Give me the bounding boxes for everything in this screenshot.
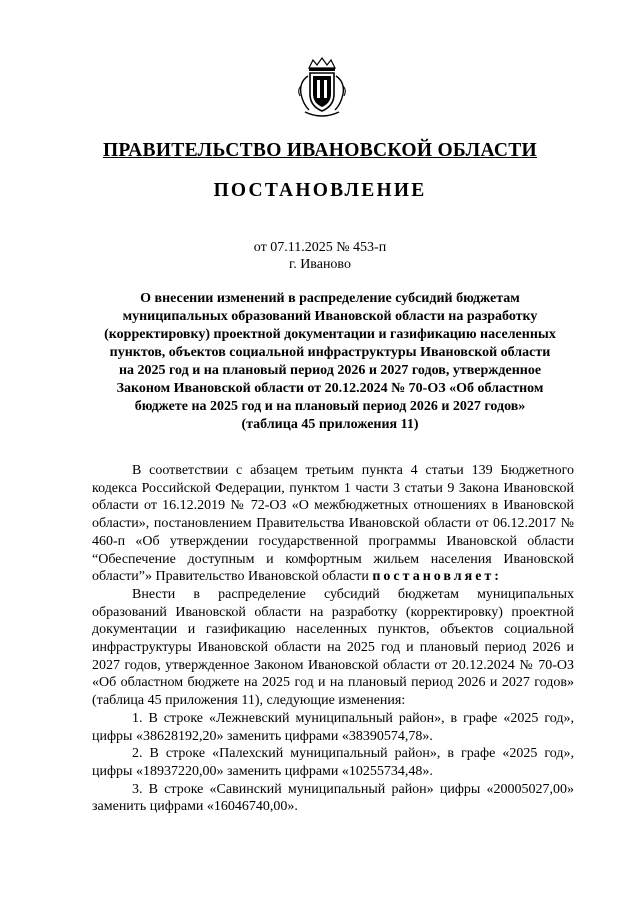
preamble-paragraph — [92, 462, 574, 586]
date-number: от 07.11.2025 № 453-п — [253, 240, 387, 255]
heading-line: бюджете на 2025 год и на плановый период 2026 и 2027 годов» — [134, 399, 526, 414]
heading-line: Законом Ивановской области от 20.12.2024 № 70-ОЗ «Об областном — [116, 381, 544, 396]
coat-of-arms-icon — [295, 56, 349, 120]
document-body — [92, 462, 574, 816]
government-title: ПРАВИТЕЛЬСТВО ИВАНОВСКОЙ ОБЛАСТИ — [102, 140, 538, 161]
decision-paragraph: Внести в распределение субсидий бюджетам муниципальных образований Ивановской области на разработку (корректировку) проектной документации и газификацию населенных пунктов, объектов социальной инфраструктуры Ивановской области на 2025 год и плановый период 2026 и 2027 годов, утвержденное Законом Ивановской области от 20.12.2024 № 70-ОЗ «Об областном бюджете на 2025 год и на плановый период 2026 и 2027 годов» (таблица 45 приложения 11), следующие изменения: — [92, 586, 574, 709]
heading-line: муниципальных образований Ивановской области на разработку — [122, 309, 538, 324]
change-item-3: 3. В строке «Савинский муниципальный район» цифры «20005027,00» заменить цифрами «16046740,00». — [92, 781, 574, 815]
heading-line: (таблица 45 приложения 11) — [241, 417, 419, 432]
preamble-text: В соответствии с абзацем третьим пункта 4 статьи 139 Бюджетного кодекса Российской Федерации, пунктом 1 части 3 статьи 9 Закона Ивановской области от 16.12.2019 № 72-ОЗ «О межбюджетных отношениях в Ивановской области», постановлением Правительства Ивановской области от 06.12.2017 № 460-п «Об утверждении государственной программы Ивановской области “Обеспечение доступным и комфортным жильем населения Ивановской области”» Правительство Ивановской области — [92, 463, 574, 585]
heading-line: на 2025 год и на плановый период 2026 и 2027 годов, утвержденное — [118, 363, 542, 378]
heading-line: пунктов, объектов социальной инфраструктуры Ивановской области — [109, 345, 551, 360]
heading-line: (корректировку) проектной документации и газификацию населенных — [104, 327, 556, 342]
resolves-word: постановляет: — [372, 569, 502, 585]
document-type: ПОСТАНОВЛЕНИЕ — [213, 180, 427, 201]
change-item-1: 1. В строке «Лежневский муниципальный район», в графе «2025 год», цифры «38628192,20» заменить цифрами «38390574,78». — [92, 710, 574, 744]
city: г. Иваново — [289, 257, 351, 272]
heading-line: О внесении изменений в распределение субсидий бюджетам — [140, 291, 520, 306]
change-item-2: 2. В строке «Палехский муниципальный район», в графе «2025 год», цифры «18937220,00» заменить цифрами «10255734,48». — [92, 746, 574, 779]
document-heading — [80, 290, 580, 434]
